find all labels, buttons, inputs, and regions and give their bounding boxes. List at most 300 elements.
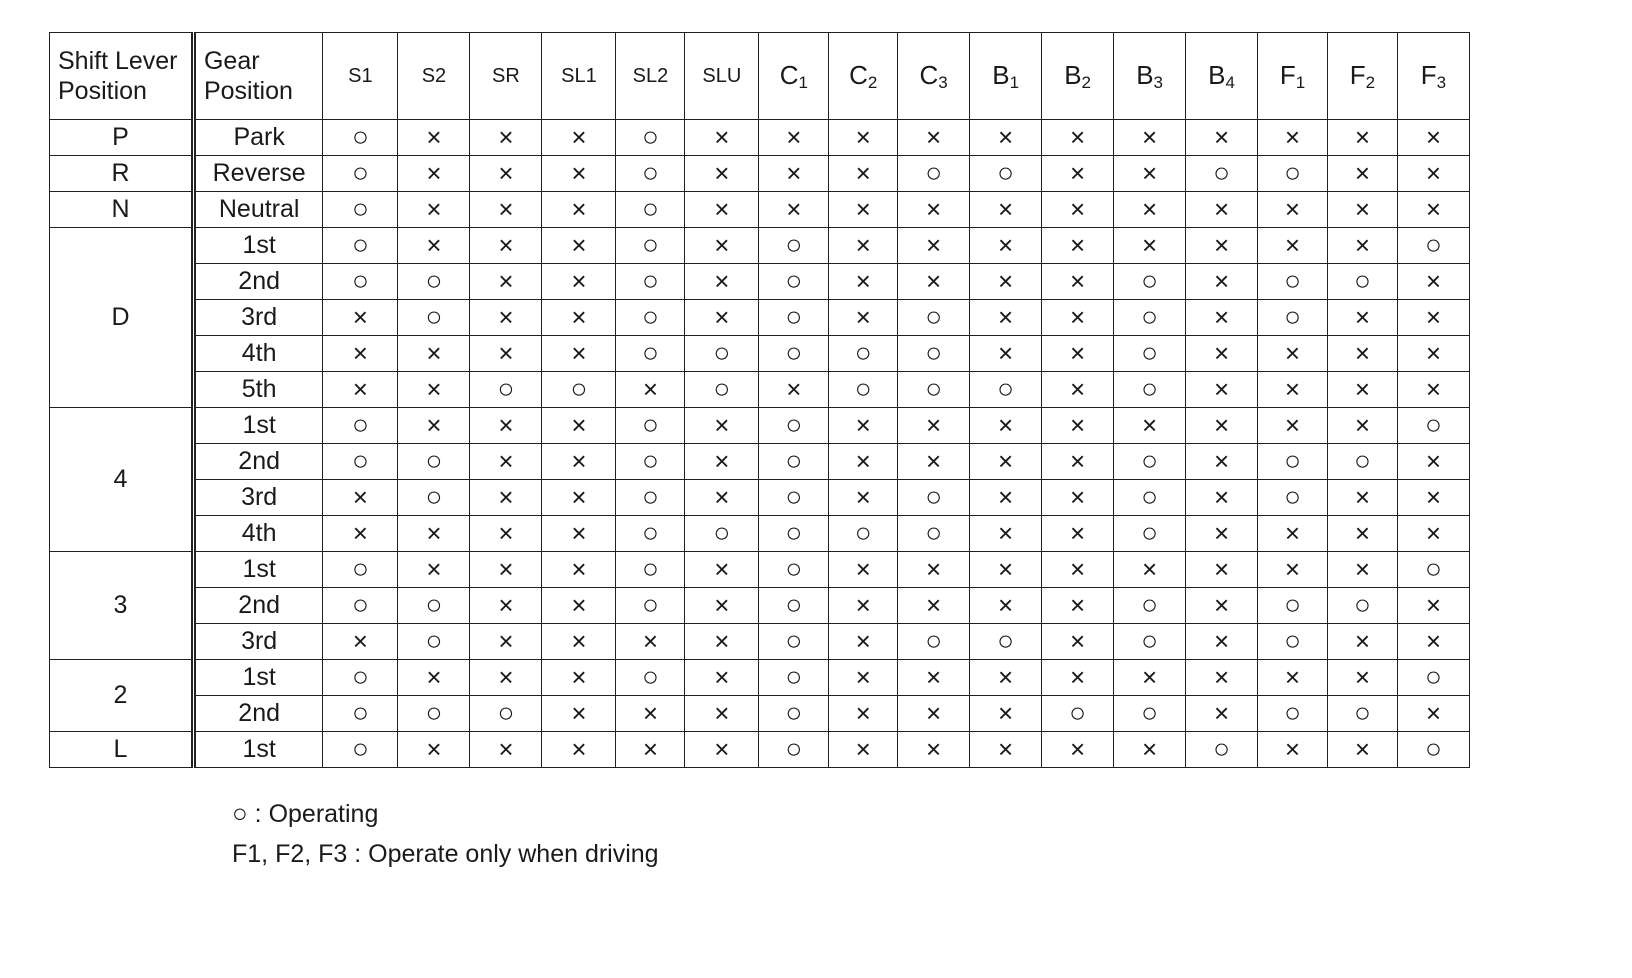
operating-circle-icon: ○: [785, 661, 803, 692]
header-component: [616, 33, 685, 120]
operating-circle-icon: ○: [641, 265, 659, 296]
not-operating-cross-icon: ×: [1425, 194, 1442, 224]
state-cell: [829, 408, 898, 444]
state-cell: [898, 300, 970, 336]
state-cell: [685, 372, 759, 408]
not-operating-cross-icon: ×: [426, 194, 442, 224]
state-cell: [898, 516, 970, 552]
not-operating-cross-icon: ×: [998, 230, 1014, 260]
header-component-subscript: 3: [938, 72, 948, 92]
operating-circle-icon: ○: [641, 661, 659, 692]
state-cell: [1186, 480, 1258, 516]
state-cell: [1114, 696, 1186, 732]
state-cell: [759, 336, 829, 372]
state-cell: [398, 696, 470, 732]
not-operating-cross-icon: ×: [786, 122, 802, 152]
state-cell: [898, 192, 970, 228]
state-cell: [1327, 336, 1397, 372]
not-operating-cross-icon: ×: [714, 590, 730, 620]
state-cell: [898, 228, 970, 264]
state-cell: [970, 696, 1042, 732]
not-operating-cross-icon: ×: [855, 230, 871, 260]
operating-circle-icon: ○: [1424, 553, 1442, 584]
not-operating-cross-icon: ×: [1070, 626, 1086, 656]
not-operating-cross-icon: ×: [498, 734, 514, 764]
state-cell: [970, 624, 1042, 660]
state-cell: [1042, 696, 1114, 732]
header-component-subscript: 2: [1365, 72, 1376, 92]
table-row: [50, 732, 1470, 768]
operating-circle-icon: ○: [785, 301, 803, 332]
state-cell: [323, 588, 398, 624]
operating-circle-icon: ○: [854, 337, 872, 368]
not-operating-cross-icon: ×: [1070, 122, 1086, 152]
operating-circle-icon: ○: [854, 517, 872, 548]
state-cell: [1258, 696, 1328, 732]
operating-circle-icon: ○: [351, 589, 369, 620]
state-cell: [1114, 480, 1186, 516]
state-cell: [1397, 408, 1469, 444]
header-component-base: F: [1279, 59, 1296, 90]
operating-circle-icon: ○: [641, 553, 659, 584]
not-operating-cross-icon: ×: [855, 590, 871, 620]
state-cell: [1186, 300, 1258, 336]
not-operating-cross-icon: ×: [998, 518, 1014, 548]
state-cell: [970, 444, 1042, 480]
header-component-base: SL1: [561, 64, 597, 87]
not-operating-cross-icon: ×: [1070, 338, 1086, 368]
state-cell: [1258, 444, 1328, 480]
state-cell: [323, 660, 398, 696]
operating-circle-icon: ○: [785, 697, 803, 728]
state-cell: [1186, 372, 1258, 408]
state-cell: [616, 660, 685, 696]
header-shift-lever-position: [50, 33, 194, 120]
state-cell: [970, 732, 1042, 768]
not-operating-cross-icon: ×: [998, 446, 1014, 476]
state-cell: [898, 588, 970, 624]
operating-circle-icon: ○: [641, 409, 659, 440]
state-cell: [542, 408, 616, 444]
state-cell: [1397, 696, 1469, 732]
state-cell: [1258, 372, 1328, 408]
operating-circle-icon: ○: [351, 553, 369, 584]
shift-position-cell: P: [50, 120, 194, 156]
state-cell: [542, 192, 616, 228]
state-cell: [616, 516, 685, 552]
table-row: [50, 120, 1470, 156]
operating-circle-icon: ○: [854, 373, 872, 404]
state-cell: [1258, 408, 1328, 444]
header-component: [1258, 33, 1328, 120]
state-cell: [542, 336, 616, 372]
not-operating-cross-icon: ×: [571, 122, 587, 152]
state-cell: [685, 624, 759, 660]
state-cell: [829, 552, 898, 588]
not-operating-cross-icon: ×: [352, 626, 368, 656]
state-cell: [1327, 264, 1397, 300]
not-operating-cross-icon: ×: [1284, 410, 1301, 440]
header-component-subscript: 1: [1009, 72, 1020, 92]
state-cell: [616, 696, 685, 732]
state-cell: [1327, 588, 1397, 624]
not-operating-cross-icon: ×: [855, 158, 871, 188]
state-cell: [970, 120, 1042, 156]
state-cell: [323, 408, 398, 444]
shift-position-cell: 3: [50, 552, 194, 660]
state-cell: [1042, 444, 1114, 480]
state-cell: [829, 156, 898, 192]
header-component: [1397, 33, 1469, 120]
operating-circle-icon: ○: [1424, 409, 1442, 440]
not-operating-cross-icon: ×: [1213, 194, 1230, 224]
operating-circle-icon: ○: [785, 409, 803, 440]
not-operating-cross-icon: ×: [426, 374, 442, 404]
table-row: [50, 516, 1470, 552]
state-cell: [1258, 120, 1328, 156]
state-cell: [685, 120, 759, 156]
state-cell: [1114, 552, 1186, 588]
state-cell: [1258, 516, 1328, 552]
not-operating-cross-icon: ×: [998, 122, 1014, 152]
table-row: [50, 624, 1470, 660]
not-operating-cross-icon: ×: [714, 122, 730, 152]
state-cell: [685, 228, 759, 264]
state-cell: [759, 408, 829, 444]
state-cell: [759, 300, 829, 336]
operating-circle-icon: ○: [785, 625, 803, 656]
state-cell: [542, 660, 616, 696]
not-operating-cross-icon: ×: [498, 590, 514, 620]
state-cell: [685, 156, 759, 192]
not-operating-cross-icon: ×: [926, 590, 942, 620]
state-cell: [542, 552, 616, 588]
state-cell: [759, 192, 829, 228]
state-cell: [323, 480, 398, 516]
not-operating-cross-icon: ×: [998, 410, 1014, 440]
state-cell: [398, 588, 470, 624]
operating-circle-icon: ○: [641, 157, 659, 188]
state-cell: [323, 732, 398, 768]
gear-position-cell: 4th: [193, 336, 322, 372]
state-cell: [898, 408, 970, 444]
not-operating-cross-icon: ×: [1142, 194, 1158, 224]
state-cell: [1258, 192, 1328, 228]
state-cell: [470, 516, 542, 552]
state-cell: [898, 660, 970, 696]
operating-circle-icon: ○: [1284, 589, 1301, 620]
table-row: [50, 696, 1470, 732]
state-cell: [470, 120, 542, 156]
operating-circle-icon: ○: [785, 553, 803, 584]
state-cell: [1186, 732, 1258, 768]
not-operating-cross-icon: ×: [1213, 122, 1230, 152]
state-cell: [759, 156, 829, 192]
header-component-base: C: [919, 59, 939, 90]
state-cell: [323, 264, 398, 300]
gear-position-cell: 1st: [193, 552, 322, 588]
state-cell: [759, 264, 829, 300]
not-operating-cross-icon: ×: [855, 554, 871, 584]
not-operating-cross-icon: ×: [498, 122, 514, 152]
not-operating-cross-icon: ×: [1070, 266, 1086, 296]
operating-circle-icon: ○: [641, 589, 659, 620]
state-cell: [323, 552, 398, 588]
operating-circle-icon: ○: [351, 697, 369, 728]
header-component-base: C: [849, 59, 868, 90]
operating-circle-icon: ○: [1284, 697, 1301, 728]
state-cell: [616, 300, 685, 336]
state-cell: [759, 588, 829, 624]
operating-circle-icon: ○: [1353, 265, 1371, 296]
state-cell: [1042, 516, 1114, 552]
header-component-base: B: [1064, 59, 1082, 90]
header-component-base: S1: [348, 64, 373, 87]
operating-circle-icon: ○: [641, 229, 659, 260]
operating-circle-icon: ○: [351, 229, 369, 260]
not-operating-cross-icon: ×: [642, 374, 658, 404]
state-cell: [829, 696, 898, 732]
state-cell: [1258, 228, 1328, 264]
state-cell: [470, 336, 542, 372]
state-cell: [470, 552, 542, 588]
state-cell: [398, 336, 470, 372]
state-cell: [470, 624, 542, 660]
not-operating-cross-icon: ×: [498, 266, 514, 296]
not-operating-cross-icon: ×: [571, 518, 587, 548]
shift-position-cell: 2: [50, 660, 194, 732]
state-cell: [1114, 516, 1186, 552]
not-operating-cross-icon: ×: [1284, 734, 1301, 764]
state-cell: [1327, 192, 1397, 228]
not-operating-cross-icon: ×: [1425, 158, 1442, 188]
state-cell: [1042, 588, 1114, 624]
header-component-base: F: [1420, 59, 1437, 90]
operating-circle-icon: ○: [785, 337, 803, 368]
state-cell: [829, 336, 898, 372]
not-operating-cross-icon: ×: [571, 698, 587, 728]
operating-circle-icon: ○: [785, 265, 803, 296]
not-operating-cross-icon: ×: [926, 410, 942, 440]
not-operating-cross-icon: ×: [1354, 410, 1370, 440]
not-operating-cross-icon: ×: [855, 194, 871, 224]
not-operating-cross-icon: ×: [498, 302, 514, 332]
operating-circle-icon: ○: [351, 193, 369, 224]
not-operating-cross-icon: ×: [571, 266, 587, 296]
not-operating-cross-icon: ×: [1354, 338, 1370, 368]
table-row: [50, 192, 1470, 228]
state-cell: [970, 228, 1042, 264]
state-cell: [898, 264, 970, 300]
state-cell: [1042, 120, 1114, 156]
gear-position-cell: 3rd: [193, 624, 322, 660]
not-operating-cross-icon: ×: [855, 626, 871, 656]
operating-circle-icon: ○: [713, 373, 731, 404]
header-shift-line1: Shift Lever: [58, 47, 178, 75]
operating-circle-icon: ○: [925, 301, 943, 332]
gear-position-cell: 3rd: [193, 480, 322, 516]
state-cell: [1042, 624, 1114, 660]
state-cell: [1186, 552, 1258, 588]
not-operating-cross-icon: ×: [998, 482, 1014, 512]
state-cell: [1186, 408, 1258, 444]
not-operating-cross-icon: ×: [571, 338, 587, 368]
state-cell: [898, 552, 970, 588]
state-cell: [1327, 696, 1397, 732]
shift-position-cell: N: [50, 192, 194, 228]
header-component-base: SLU: [702, 64, 742, 87]
state-cell: [1327, 732, 1397, 768]
not-operating-cross-icon: ×: [926, 554, 942, 584]
operating-circle-icon: ○: [641, 121, 659, 152]
header-component: [685, 33, 759, 120]
not-operating-cross-icon: ×: [926, 734, 942, 764]
operating-circle-icon: ○: [785, 589, 803, 620]
gear-position-cell: 1st: [193, 660, 322, 696]
state-cell: [1114, 264, 1186, 300]
not-operating-cross-icon: ×: [1142, 410, 1158, 440]
header-shift-line2: Position: [58, 77, 147, 105]
not-operating-cross-icon: ×: [998, 590, 1014, 620]
state-cell: [542, 444, 616, 480]
operating-circle-icon: ○: [713, 517, 731, 548]
not-operating-cross-icon: ×: [352, 374, 368, 404]
operating-circle-icon: ○: [351, 409, 369, 440]
state-cell: [1397, 300, 1469, 336]
state-cell: [542, 156, 616, 192]
state-cell: [685, 732, 759, 768]
operating-circle-icon: ○: [925, 517, 943, 548]
not-operating-cross-icon: ×: [1354, 302, 1370, 332]
table-row: [50, 444, 1470, 480]
state-cell: [829, 192, 898, 228]
state-cell: [685, 408, 759, 444]
state-cell: [1042, 408, 1114, 444]
operating-circle-icon: ○: [1069, 697, 1087, 728]
not-operating-cross-icon: ×: [1070, 374, 1086, 404]
gear-position-cell: Park: [193, 120, 322, 156]
table-row: [50, 156, 1470, 192]
operating-circle-icon: ○: [351, 121, 369, 152]
not-operating-cross-icon: ×: [1425, 482, 1442, 512]
not-operating-cross-icon: ×: [426, 410, 442, 440]
state-cell: [1042, 228, 1114, 264]
operating-circle-icon: ○: [351, 661, 369, 692]
not-operating-cross-icon: ×: [498, 158, 514, 188]
state-cell: [898, 336, 970, 372]
not-operating-cross-icon: ×: [498, 410, 514, 440]
state-cell: [616, 552, 685, 588]
state-cell: [616, 732, 685, 768]
shift-position-cell: D: [50, 228, 194, 408]
not-operating-cross-icon: ×: [426, 158, 442, 188]
operating-circle-icon: ○: [925, 373, 943, 404]
state-cell: [685, 444, 759, 480]
not-operating-cross-icon: ×: [571, 446, 587, 476]
state-cell: [470, 372, 542, 408]
operating-circle-icon: ○: [497, 373, 515, 404]
operating-circle-icon: ○: [785, 733, 803, 764]
not-operating-cross-icon: ×: [1142, 554, 1158, 584]
not-operating-cross-icon: ×: [1284, 518, 1301, 548]
not-operating-cross-icon: ×: [714, 302, 730, 332]
state-cell: [759, 120, 829, 156]
state-cell: [970, 336, 1042, 372]
gear-position-cell: 1st: [193, 228, 322, 264]
not-operating-cross-icon: ×: [1213, 662, 1230, 692]
state-cell: [1397, 588, 1469, 624]
shift-position-cell: 4: [50, 408, 194, 552]
not-operating-cross-icon: ×: [1354, 662, 1370, 692]
not-operating-cross-icon: ×: [714, 662, 730, 692]
header-component-subscript: 3: [1436, 72, 1447, 92]
operating-circle-icon: ○: [713, 337, 731, 368]
state-cell: [1042, 264, 1114, 300]
not-operating-cross-icon: ×: [1213, 266, 1230, 296]
not-operating-cross-icon: ×: [1354, 482, 1370, 512]
state-cell: [542, 120, 616, 156]
not-operating-cross-icon: ×: [352, 338, 368, 368]
gear-position-cell: 1st: [193, 408, 322, 444]
header-component: [323, 33, 398, 120]
header-component: [759, 33, 829, 120]
not-operating-cross-icon: ×: [498, 482, 514, 512]
operating-circle-icon: ○: [351, 265, 369, 296]
state-cell: [829, 660, 898, 696]
header-component-subscript: 1: [798, 72, 808, 92]
gear-position-cell: Reverse: [193, 156, 322, 192]
not-operating-cross-icon: ×: [571, 194, 587, 224]
shift-position-cell: L: [50, 732, 194, 768]
not-operating-cross-icon: ×: [498, 554, 514, 584]
not-operating-cross-icon: ×: [1213, 374, 1230, 404]
state-cell: [1258, 336, 1328, 372]
operating-circle-icon: ○: [925, 481, 943, 512]
state-cell: [759, 624, 829, 660]
not-operating-cross-icon: ×: [1284, 374, 1301, 404]
state-cell: [1042, 480, 1114, 516]
state-cell: [1042, 156, 1114, 192]
operating-circle-icon: ○: [641, 301, 659, 332]
not-operating-cross-icon: ×: [855, 266, 871, 296]
operating-circle-icon: ○: [1141, 373, 1159, 404]
not-operating-cross-icon: ×: [786, 194, 802, 224]
not-operating-cross-icon: ×: [1425, 590, 1442, 620]
state-cell: [970, 156, 1042, 192]
state-cell: [542, 264, 616, 300]
not-operating-cross-icon: ×: [926, 230, 942, 260]
operating-circle-icon: ○: [925, 625, 943, 656]
not-operating-cross-icon: ×: [1425, 518, 1442, 548]
operating-circle-icon: ○: [351, 733, 369, 764]
operating-circle-icon: ○: [925, 157, 943, 188]
not-operating-cross-icon: ×: [998, 194, 1014, 224]
not-operating-cross-icon: ×: [1213, 230, 1230, 260]
not-operating-cross-icon: ×: [1070, 518, 1086, 548]
not-operating-cross-icon: ×: [786, 374, 802, 404]
state-cell: [1397, 732, 1469, 768]
not-operating-cross-icon: ×: [1213, 338, 1230, 368]
state-cell: [1397, 516, 1469, 552]
state-cell: [323, 120, 398, 156]
state-cell: [1397, 156, 1469, 192]
state-cell: [1186, 336, 1258, 372]
state-cell: [1114, 336, 1186, 372]
state-cell: [759, 516, 829, 552]
header-component-base: F: [1349, 59, 1366, 90]
state-cell: [1114, 588, 1186, 624]
operating-circle-icon: ○: [570, 373, 588, 404]
